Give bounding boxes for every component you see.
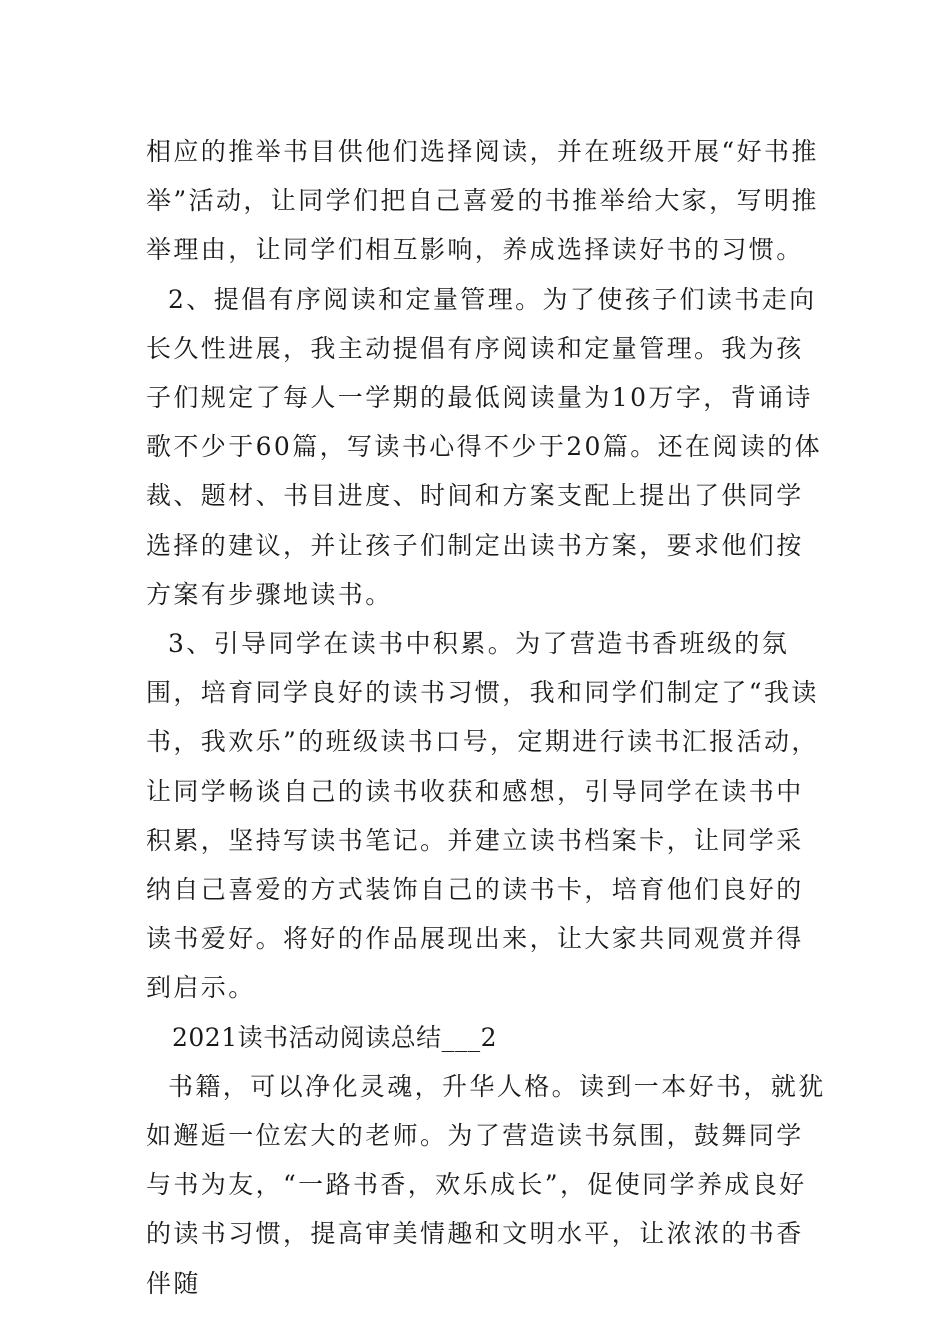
paragraph-recommend-books: 相应的推举书目供他们选择阅读，并在班级开展“好书推举”活动，让同学们把自己喜爱的书推举给大家，写明推举理由，让同学们相互影响，养成选择读好书的习惯。 [146,137,819,265]
section-heading: 2021读书活动阅读总结___2 [172,1022,498,1052]
paragraph-item-3: 3、引导同学在读书中积累。为了营造书香班级的氛围，培育同学良好的读书习惯，我和同学们制定了“我读书，我欢乐”的班级读书口号，定期进行读书汇报活动，让同学畅谈自己的读书收获和感想，引导同学在读书中积累，坚持写读书笔记。并建立读书档案卡，让同学采纳自己喜爱的方式装饰自己的读书卡，培育他们良好的读书爱好。将好的作品展现出来，让大家共同观赏并得到启示。 [146,629,819,1003]
document-body [146,127,826,1308]
paragraph-item-2: 2、提倡有序阅读和定量管理。为了使孩子们读书走向长久性进展，我主动提倡有序阅读和定量管理。我为孩子们规定了每人一学期的最低阅读量为10万字，背诵诗歌不少于60篇，写读书心得不少于20篇。还在阅读的体裁、题材、书目进度、时间和方案支配上提出了供同学选择的建议，并让孩子们制定出读书方案，要求他们按方案有步骤地读书。 [146,284,823,609]
paragraph-intro: 书籍，可以净化灵魂，升华人格。读到一本好书，就犹如邂逅一位宏大的老师。为了营造读书氛围，鼓舞同学与书为友，“一路书香，欢乐成长”，促使同学养成良好的读书习惯，提高审美情趣和文明水平，让浓浓的书香伴随 [146,1071,826,1298]
